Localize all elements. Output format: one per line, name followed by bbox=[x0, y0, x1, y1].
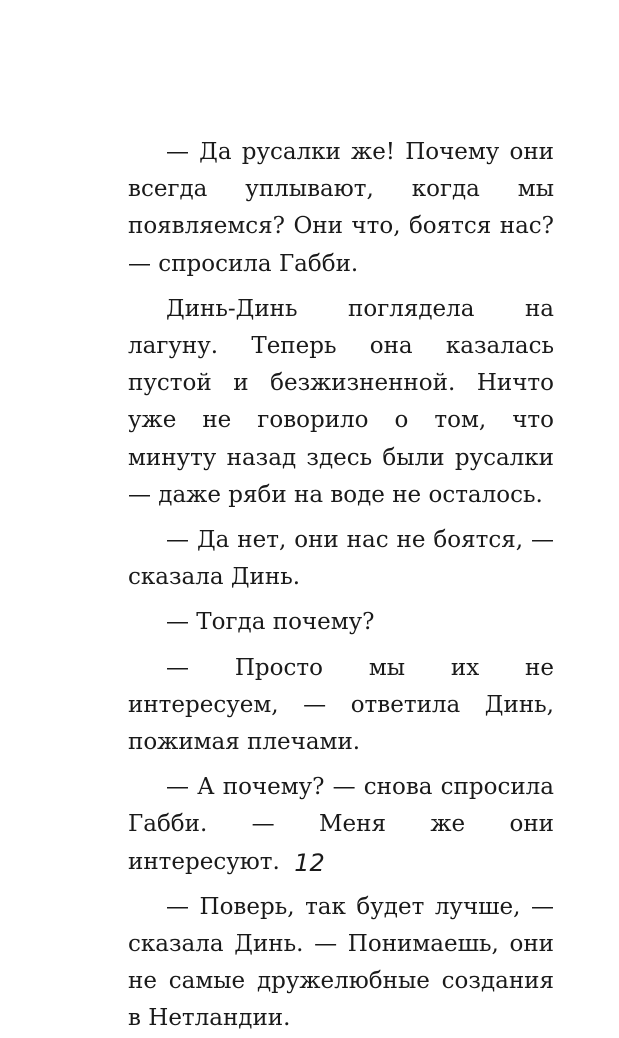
paragraph-3: — Да нет, они нас не боятся, — сказала Динь. bbox=[128, 527, 554, 591]
page-number: 12 bbox=[294, 849, 325, 877]
body-text bbox=[128, 134, 554, 1038]
paragraph-6: — А почему? — снова спросила Габби. — Меня же они интересуют. bbox=[128, 774, 554, 875]
paragraph-2: Динь-Динь поглядела на лагуну. Теперь она казалась пустой и безжизненной. Ничто уже не говорило о том, что минуту назад здесь были русалки — даже ряби на воде не осталось. bbox=[128, 295, 554, 508]
paragraph-7: — Поверь, так будет лучше, — сказала Динь. — Понимаешь, они не самые дружелюбные создания в Нетландии. bbox=[128, 893, 554, 1032]
paragraph-5: — Просто мы их не интересуем, — ответила Динь, пожимая плечами. bbox=[128, 654, 554, 756]
paragraph-1: — Да русалки же! Почему они всегда уплывают, когда мы появляемся? Они что, боятся нас? — спросила Габби. bbox=[128, 139, 554, 277]
paragraph-4: — Тогда почему? bbox=[166, 609, 375, 636]
